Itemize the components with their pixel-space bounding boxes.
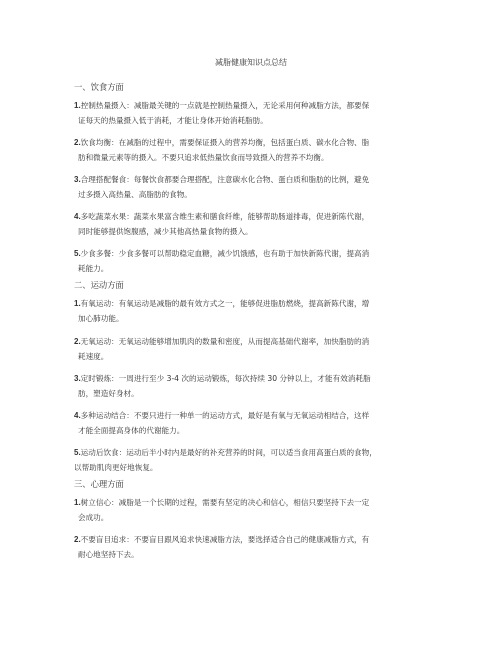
item-number: 1. (74, 498, 81, 507)
item-text: 控制热量摄入：减脂最关键的一点就是控制热量摄入，无论采用何种减脂方法，都要保 (80, 101, 370, 110)
paragraph-item (74, 445, 434, 475)
paragraph-item (74, 98, 434, 128)
item-text: 以帮助肌肉更好地恢复。 (74, 463, 158, 472)
item-text: 饮食均衡：在减脂的过程中，需要保证摄入的营养均衡，包括蛋白质、碳水化合物、脂 (80, 138, 370, 147)
item-text: 肪和微量元素等的摄入。不要只追求低热量饮食而导致摄入的营养不均衡。 (78, 153, 329, 162)
paragraph-item (74, 495, 434, 525)
item-text: 树立信心：减脂是一个长期的过程，需要有坚定的决心和信心，相信只要坚持下去一定 (80, 498, 370, 507)
item-text: 会成功。 (78, 513, 109, 522)
item-text: 加心肺功能。 (78, 314, 124, 323)
item-text: 有氧运动：有氧运动是减脂的最有效方式之一，能够促进脂肪燃烧，提高新陈代谢，增 (80, 299, 370, 308)
item-text: 不要盲目追求：不要盲目跟风追求快速减脂方法，要选择适合自己的健康减脂方式，有 (80, 535, 370, 544)
item-number: 2. (74, 138, 81, 147)
item-text: 过多摄入高热量、高脂肪的食物。 (78, 190, 192, 199)
item-number: 5. (74, 448, 81, 457)
section-heading-diet: 一、饮食方面 (74, 82, 124, 92)
item-text: 肪，塑造好身材。 (78, 389, 139, 398)
item-number: 4. (74, 212, 81, 221)
paragraph-item (74, 172, 434, 202)
paragraph-item (74, 296, 434, 326)
item-text: 运动后饮食：运动后半小时内是最好的补充营养的时间，可以适当食用高蛋白质的食物， (80, 448, 377, 457)
item-number: 1. (74, 101, 81, 110)
section-heading-mindset: 三、心理方面 (74, 479, 124, 489)
item-number: 3. (74, 175, 81, 184)
paragraph-item (74, 371, 434, 401)
document-title: 减脂健康知识点总结 (215, 58, 287, 67)
item-text: 多种运动结合：不要只进行一种单一的运动方式，最好是有氧与无氧运动相结合，这样 (80, 411, 370, 420)
paragraph-item (74, 532, 434, 562)
paragraph-item (74, 334, 434, 364)
item-number: 5. (74, 249, 81, 258)
item-text: 才能全面提高身体的代谢能力。 (78, 426, 185, 435)
item-text: 证每天的热量摄入低于消耗，才能让身体开始消耗脂肪。 (78, 116, 268, 125)
item-text: 无氧运动：无氧运动能够增加肌肉的数量和密度，从而提高基础代谢率，加快脂肪的消 (80, 337, 370, 346)
paragraph-item (74, 135, 434, 165)
section-heading-exercise: 二、运动方面 (74, 280, 124, 290)
item-number: 2. (74, 337, 81, 346)
item-number: 2. (74, 535, 81, 544)
paragraph-item (74, 408, 434, 438)
item-text: 耗能力。 (78, 264, 109, 273)
item-number: 1. (74, 299, 81, 308)
item-text: 耗速度。 (78, 352, 109, 361)
item-number: 4. (74, 411, 81, 420)
paragraph-item (74, 246, 434, 276)
item-text: 少食多餐：少食多餐可以帮助稳定血糖，减少饥饿感，也有助于加快新陈代谢，提高消 (80, 249, 370, 258)
paragraph-item (74, 209, 434, 239)
item-text: 同时能够提供饱腹感，减少其他高热量食物的摄入。 (78, 227, 253, 236)
item-text: 定时锻炼：一周进行至少 3-4 次的运动锻炼，每次持续 30 分钟以上，才能有效消耗脂 (80, 374, 371, 383)
item-text: 耐心地坚持下去。 (78, 550, 139, 559)
item-text: 多吃蔬菜水果：蔬菜水果富含维生素和膳食纤维，能够帮助肠道排毒，促进新陈代谢， (80, 212, 370, 221)
item-number: 3. (74, 374, 81, 383)
item-text: 合理搭配餐食：每餐饮食都要合理搭配，注意碳水化合物、蛋白质和脂肪的比例，避免 (80, 175, 370, 184)
